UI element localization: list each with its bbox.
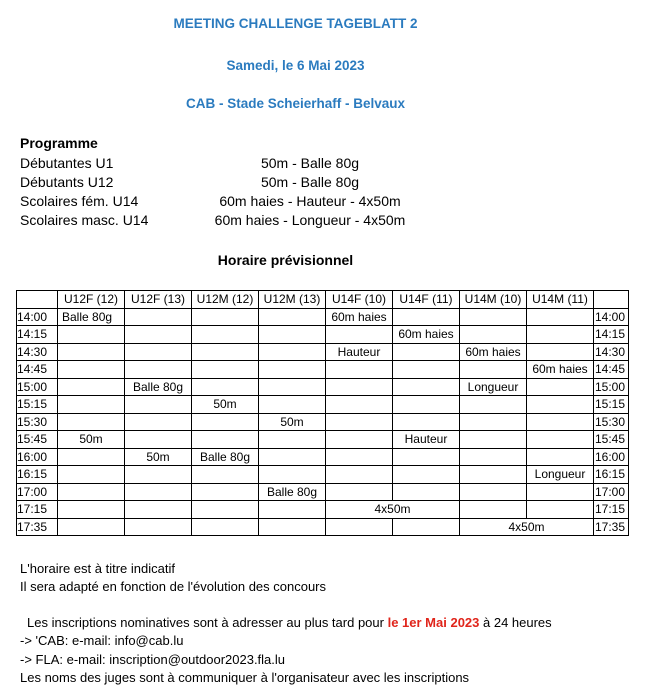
schedule-cell: [326, 431, 393, 449]
schedule-cell: [259, 396, 326, 414]
column-header: U14F (11): [393, 291, 460, 309]
schedule-cell: [259, 378, 326, 396]
time-cell: 16:00: [17, 448, 58, 466]
schedule-cell: Hauteur: [393, 431, 460, 449]
table-header-row: [17, 291, 629, 309]
note-cab-email: -> 'CAB: e-mail: info@cab.lu: [20, 633, 184, 648]
time-cell: 15:15: [17, 396, 58, 414]
schedule-cell: [527, 378, 594, 396]
table-row: [17, 466, 629, 484]
schedule-cell: [58, 343, 125, 361]
table-row: [17, 378, 629, 396]
schedule-cell: [460, 308, 527, 326]
schedule-cell: [460, 413, 527, 431]
table-row: [17, 326, 629, 344]
schedule-cell: [393, 308, 460, 326]
table-row: [17, 308, 629, 326]
time-cell: 14:00: [594, 308, 629, 326]
schedule-cell: [125, 361, 192, 379]
schedule-cell: [527, 326, 594, 344]
schedule-cell: [58, 518, 125, 536]
schedule-cell: [460, 396, 527, 414]
column-header: U14F (10): [326, 291, 393, 309]
schedule-cell: [326, 483, 393, 501]
schedule-cell: 60m haies: [326, 308, 393, 326]
table-row: [17, 483, 629, 501]
programme-events: 50m - Balle 80g: [260, 174, 360, 190]
programme-events: 60m haies - Hauteur - 4x50m: [219, 193, 401, 209]
schedule-cell: [58, 396, 125, 414]
column-header: U14M (11): [527, 291, 594, 309]
programme-events: 50m - Balle 80g: [260, 155, 360, 171]
programme-category: Scolaires fém. U14: [20, 193, 139, 209]
schedule-cell: [125, 326, 192, 344]
time-cell: 15:45: [17, 431, 58, 449]
time-cell: 15:30: [17, 413, 58, 431]
time-cell: 15:15: [594, 396, 629, 414]
table-row: [17, 431, 629, 449]
schedule-cell: [125, 466, 192, 484]
table-row: [17, 343, 629, 361]
column-header: U14M (10): [460, 291, 527, 309]
schedule-cell: [259, 466, 326, 484]
column-header: U12M (12): [192, 291, 259, 309]
schedule-cell: [192, 466, 259, 484]
schedule-cell: [192, 501, 259, 519]
schedule-cell: [326, 448, 393, 466]
schedule-cell: [393, 518, 460, 536]
time-cell: 15:00: [594, 378, 629, 396]
schedule-cell: [58, 326, 125, 344]
schedule-cell: [58, 466, 125, 484]
schedule-table: [16, 290, 629, 536]
schedule-cell: 60m haies: [393, 326, 460, 344]
schedule-cell: [393, 466, 460, 484]
schedule-cell: 50m: [58, 431, 125, 449]
schedule-cell: 50m: [125, 448, 192, 466]
column-header: U12F (13): [125, 291, 192, 309]
schedule-cell: [326, 378, 393, 396]
document-title: MEETING CHALLENGE TAGEBLATT 2: [173, 16, 418, 31]
schedule-cell: [125, 518, 192, 536]
programme-category: Scolaires masc. U14: [20, 212, 149, 228]
schedule-cell: Balle 80g: [192, 448, 259, 466]
time-cell: 14:45: [594, 361, 629, 379]
programme-category: Débutantes U1: [20, 155, 114, 171]
schedule-cell: [58, 501, 125, 519]
schedule-cell: [58, 448, 125, 466]
schedule-cell: [192, 483, 259, 501]
schedule-cell: Hauteur: [326, 343, 393, 361]
time-cell: 17:35: [17, 518, 58, 536]
event-date: Samedi, le 6 Mai 2023: [226, 58, 365, 73]
time-cell: 16:15: [17, 466, 58, 484]
programme-row: [20, 155, 620, 173]
note-judges: Les noms des juges sont à communiquer à l'organisateur avec les inscriptions: [20, 670, 470, 685]
note-indicative: L'horaire est à titre indicatif: [20, 561, 175, 576]
schedule-cell: [192, 518, 259, 536]
time-cell: 17:35: [594, 518, 629, 536]
programme-row: [20, 174, 620, 192]
schedule-cell: Balle 80g: [58, 308, 125, 326]
schedule-cell: [527, 413, 594, 431]
schedule-cell: [125, 396, 192, 414]
schedule-cell: [125, 431, 192, 449]
schedule-cell: [393, 396, 460, 414]
schedule-cell: [393, 448, 460, 466]
note-fla-email: -> FLA: e-mail: inscription@outdoor2023.fla.lu: [20, 652, 286, 667]
time-cell: 14:15: [594, 326, 629, 344]
time-cell: 15:30: [594, 413, 629, 431]
schedule-cell: [393, 343, 460, 361]
table-row: [17, 413, 629, 431]
table-row: [17, 448, 629, 466]
schedule-cell: [326, 396, 393, 414]
table-row: [17, 396, 629, 414]
schedule-cell: [125, 501, 192, 519]
schedule-cell: [527, 483, 594, 501]
schedule-cell: [393, 413, 460, 431]
schedule-title: Horaire prévisionnel: [217, 252, 354, 268]
schedule-cell: [527, 396, 594, 414]
programme-row: [20, 193, 620, 211]
time-cell: 14:15: [17, 326, 58, 344]
schedule-cell: [58, 413, 125, 431]
corner-cell: [17, 291, 58, 309]
schedule-cell: [58, 361, 125, 379]
schedule-cell: [326, 326, 393, 344]
time-cell: 15:45: [594, 431, 629, 449]
schedule-cell: [326, 518, 393, 536]
schedule-cell: [527, 431, 594, 449]
schedule-cell: [192, 308, 259, 326]
event-venue: CAB - Stade Scheierhaff - Belvaux: [185, 96, 406, 111]
schedule-cell: [259, 501, 326, 519]
time-cell: 14:30: [594, 343, 629, 361]
schedule-cell: [460, 448, 527, 466]
schedule-cell: [125, 308, 192, 326]
time-cell: 16:15: [594, 466, 629, 484]
schedule-cell: [192, 378, 259, 396]
time-cell: 17:00: [17, 483, 58, 501]
schedule-cell: Longueur: [460, 378, 527, 396]
programme-events: 60m haies - Longueur - 4x50m: [214, 212, 406, 228]
schedule-cell: [192, 343, 259, 361]
column-header: U12M (13): [259, 291, 326, 309]
schedule-cell: [192, 361, 259, 379]
time-cell: 16:00: [594, 448, 629, 466]
time-cell: 15:00: [17, 378, 58, 396]
column-header: U12F (12): [58, 291, 125, 309]
registration-deadline: le 1er Mai 2023: [387, 615, 480, 630]
programme-category: Débutants U12: [20, 174, 114, 190]
time-cell: 14:00: [17, 308, 58, 326]
time-cell: 17:15: [17, 501, 58, 519]
schedule-cell: [527, 343, 594, 361]
time-cell: 17:00: [594, 483, 629, 501]
schedule-cell: [125, 413, 192, 431]
corner-cell: [594, 291, 629, 309]
registration-text: Les inscriptions nominatives sont à adresser au plus tard pour: [27, 615, 388, 630]
schedule-cell: [527, 501, 594, 519]
schedule-cell: [192, 413, 259, 431]
schedule-cell: [460, 361, 527, 379]
table-row: [17, 361, 629, 379]
schedule-cell: [460, 431, 527, 449]
schedule-cell: [460, 466, 527, 484]
schedule-cell: [58, 483, 125, 501]
time-cell: 17:15: [594, 501, 629, 519]
schedule-cell: [259, 361, 326, 379]
schedule-cell: [460, 501, 527, 519]
schedule-cell: [259, 448, 326, 466]
time-cell: 14:30: [17, 343, 58, 361]
schedule-cell: Balle 80g: [259, 483, 326, 501]
schedule-cell: [259, 308, 326, 326]
schedule-cell: [58, 378, 125, 396]
schedule-cell: Balle 80g: [125, 378, 192, 396]
schedule-cell: 60m haies: [527, 361, 594, 379]
schedule-cell: 50m: [259, 413, 326, 431]
schedule-cell: [326, 466, 393, 484]
schedule-cell: [259, 343, 326, 361]
schedule-cell: Longueur: [527, 466, 594, 484]
time-cell: 14:45: [17, 361, 58, 379]
schedule-cell: [125, 483, 192, 501]
registration-time: à 24 heures: [479, 615, 552, 630]
schedule-cell: [259, 518, 326, 536]
schedule-cell: [527, 448, 594, 466]
schedule-cell: [259, 326, 326, 344]
schedule-cell: [393, 361, 460, 379]
relay-cell: 4x50m: [460, 518, 594, 536]
note-adapted: Il sera adapté en fonction de l'évolution des concours: [20, 579, 327, 594]
table-row: [17, 501, 629, 519]
schedule-cell: [527, 308, 594, 326]
schedule-cell: [393, 483, 460, 501]
schedule-cell: [326, 413, 393, 431]
schedule-cell: [460, 326, 527, 344]
schedule-cell: [259, 431, 326, 449]
schedule-cell: [460, 483, 527, 501]
table-row: [17, 518, 629, 536]
relay-cell: 4x50m: [326, 501, 460, 519]
programme-row: [20, 212, 620, 230]
note-registration: [27, 615, 552, 630]
schedule-cell: [326, 361, 393, 379]
programme-title: Programme: [20, 135, 98, 151]
schedule-cell: 50m: [192, 396, 259, 414]
schedule-cell: 60m haies: [460, 343, 527, 361]
schedule-cell: [393, 378, 460, 396]
schedule-cell: [192, 431, 259, 449]
schedule-cell: [125, 343, 192, 361]
schedule-cell: [192, 326, 259, 344]
